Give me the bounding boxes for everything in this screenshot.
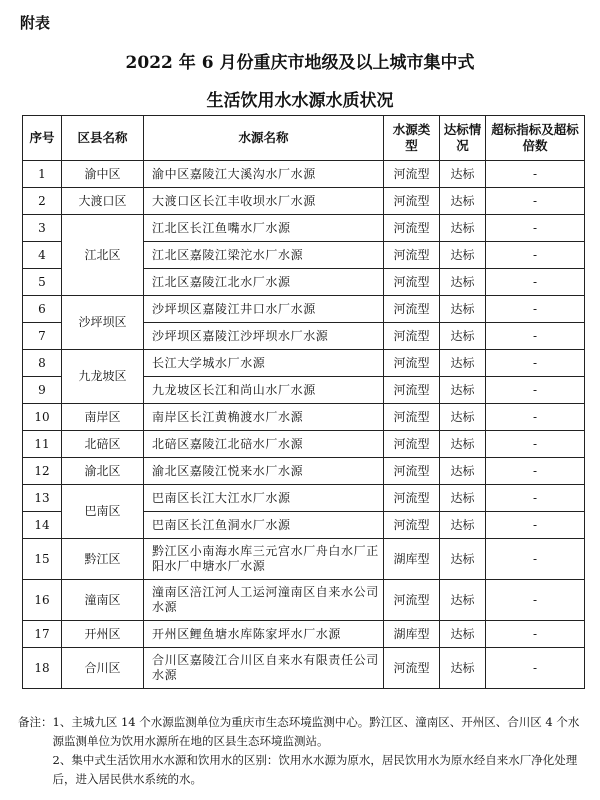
table-row [23,350,585,377]
table-row [23,458,585,485]
table-row [23,161,585,188]
cell-seq: 16 [23,580,62,621]
table-header-row [23,116,585,161]
cell-exceed: - [486,377,585,404]
cell-source: 渝中区嘉陵江大溪沟水厂水源 [144,161,384,188]
title-line-2: 生活饮用水水源水质状况 [206,91,394,111]
cell-district: 江北区 [62,215,144,296]
cell-seq: 10 [23,404,62,431]
table-row [23,404,585,431]
cell-exceed: - [486,539,585,580]
cell-seq: 15 [23,539,62,580]
table-row [23,431,585,458]
cell-district: 沙坪坝区 [62,296,144,350]
cell-status: 达标 [440,404,486,431]
cell-source: 巴南区长江大江水厂水源 [144,485,384,512]
cell-status: 达标 [440,377,486,404]
cell-district: 九龙坡区 [62,350,144,404]
cell-exceed: - [486,431,585,458]
cell-status: 达标 [440,188,486,215]
appendix-label: 附表 [20,14,51,32]
cell-status: 达标 [440,161,486,188]
cell-type: 河流型 [384,485,440,512]
cell-status: 达标 [440,621,486,648]
cell-source: 渝北区嘉陵江悦来水厂水源 [144,458,384,485]
cell-source: 潼南区涪江河人工运河潼南区自来水公司水源 [144,580,384,621]
cell-seq: 9 [23,377,62,404]
cell-exceed: - [486,323,585,350]
cell-district: 南岸区 [62,404,144,431]
cell-type: 河流型 [384,242,440,269]
header-seq: 序号 [23,116,62,161]
cell-type: 河流型 [384,404,440,431]
cell-seq: 12 [23,458,62,485]
cell-exceed: - [486,485,585,512]
cell-type: 河流型 [384,188,440,215]
cell-type: 河流型 [384,296,440,323]
cell-exceed: - [486,404,585,431]
cell-source: 江北区嘉陵江梁沱水厂水源 [144,242,384,269]
cell-status: 达标 [440,269,486,296]
cell-type: 河流型 [384,377,440,404]
header-district: 区县名称 [62,116,144,161]
header-exceed: 超标指标及超标倍数 [486,116,585,161]
cell-seq: 8 [23,350,62,377]
cell-status: 达标 [440,215,486,242]
cell-seq: 4 [23,242,62,269]
cell-status: 达标 [440,323,486,350]
header-status: 达标情况 [440,116,486,161]
cell-district: 合川区 [62,648,144,689]
cell-status: 达标 [440,242,486,269]
cell-exceed: - [486,188,585,215]
cell-status: 达标 [440,431,486,458]
cell-source: 合川区嘉陵江合川区自来水有限责任公司水源 [144,648,384,689]
cell-source: 九龙坡区长江和尚山水厂水源 [144,377,384,404]
cell-district: 潼南区 [62,580,144,621]
cell-seq: 6 [23,296,62,323]
cell-status: 达标 [440,512,486,539]
cell-seq: 7 [23,323,62,350]
note-1 [18,713,584,751]
cell-type: 河流型 [384,512,440,539]
note-2 [18,751,584,789]
cell-district: 北碚区 [62,431,144,458]
cell-type: 河流型 [384,458,440,485]
cell-exceed: - [486,161,585,188]
cell-type: 河流型 [384,648,440,689]
header-type: 水源类型 [384,116,440,161]
cell-district: 巴南区 [62,485,144,539]
water-quality-table [22,115,585,689]
cell-seq: 17 [23,621,62,648]
cell-seq: 1 [23,161,62,188]
cell-source: 南岸区长江黄桷渡水厂水源 [144,404,384,431]
cell-status: 达标 [440,296,486,323]
cell-seq: 14 [23,512,62,539]
cell-district: 开州区 [62,621,144,648]
cell-source: 北碚区嘉陵江北碚水厂水源 [144,431,384,458]
table-row [23,296,585,323]
cell-exceed: - [486,512,585,539]
cell-source: 长江大学城水厂水源 [144,350,384,377]
cell-source: 开州区鲤鱼塘水库陈家坪水厂水源 [144,621,384,648]
cell-exceed: - [486,350,585,377]
cell-status: 达标 [440,539,486,580]
cell-type: 河流型 [384,323,440,350]
cell-exceed: - [486,458,585,485]
cell-type: 湖库型 [384,539,440,580]
cell-source: 江北区长江鱼嘴水厂水源 [144,215,384,242]
cell-exceed: - [486,621,585,648]
cell-source: 巴南区长江鱼洞水厂水源 [144,512,384,539]
table-row [23,621,585,648]
cell-status: 达标 [440,350,486,377]
cell-status: 达标 [440,458,486,485]
cell-status: 达标 [440,485,486,512]
cell-seq: 13 [23,485,62,512]
cell-source: 江北区嘉陵江北水厂水源 [144,269,384,296]
cell-seq: 2 [23,188,62,215]
note-1-text: 1、主城九区 14 个水源监测单位为重庆市生态环境监测中心。黔江区、潼南区、开州区、合川区 4 个水源监测单位为饮用水源所在地的区县生态环境监测站。 [52,715,580,748]
cell-status: 达标 [440,648,486,689]
cell-seq: 3 [23,215,62,242]
cell-seq: 11 [23,431,62,458]
cell-type: 河流型 [384,215,440,242]
table-row [23,648,585,689]
table-row [23,485,585,512]
title-line-1: 2022 年 6 月份重庆市地级及以上城市集中式 [125,53,475,73]
table-row [23,539,585,580]
cell-exceed: - [486,269,585,296]
cell-source: 大渡口区长江丰收坝水厂水源 [144,188,384,215]
cell-type: 河流型 [384,580,440,621]
cell-exceed: - [486,215,585,242]
cell-district: 黔江区 [62,539,144,580]
cell-status: 达标 [440,580,486,621]
cell-type: 河流型 [384,431,440,458]
cell-seq: 18 [23,648,62,689]
cell-type: 河流型 [384,269,440,296]
cell-seq: 5 [23,269,62,296]
cell-exceed: - [486,242,585,269]
notes-section [18,713,584,789]
cell-source: 沙坪坝区嘉陵江井口水厂水源 [144,296,384,323]
cell-source: 沙坪坝区嘉陵江沙坪坝水厂水源 [144,323,384,350]
table-row [23,580,585,621]
cell-district: 渝北区 [62,458,144,485]
cell-exceed: - [486,580,585,621]
cell-district: 大渡口区 [62,188,144,215]
cell-exceed: - [486,648,585,689]
cell-district: 渝中区 [62,161,144,188]
cell-type: 河流型 [384,350,440,377]
cell-type: 湖库型 [384,621,440,648]
notes-label: 备注： [18,715,53,729]
table-row [23,188,585,215]
header-source: 水源名称 [144,116,384,161]
note-2-text: 2、集中式生活饮用水水源和饮用水的区别：饮用水水源为原水，居民饮用水为原水经自来水厂净化处理后，进入居民供水系统的水。 [52,753,578,786]
cell-source: 黔江区小南海水库三元宫水厂舟白水厂正阳水厂中塘水厂水源 [144,539,384,580]
table-row [23,215,585,242]
cell-exceed: - [486,296,585,323]
cell-type: 河流型 [384,161,440,188]
